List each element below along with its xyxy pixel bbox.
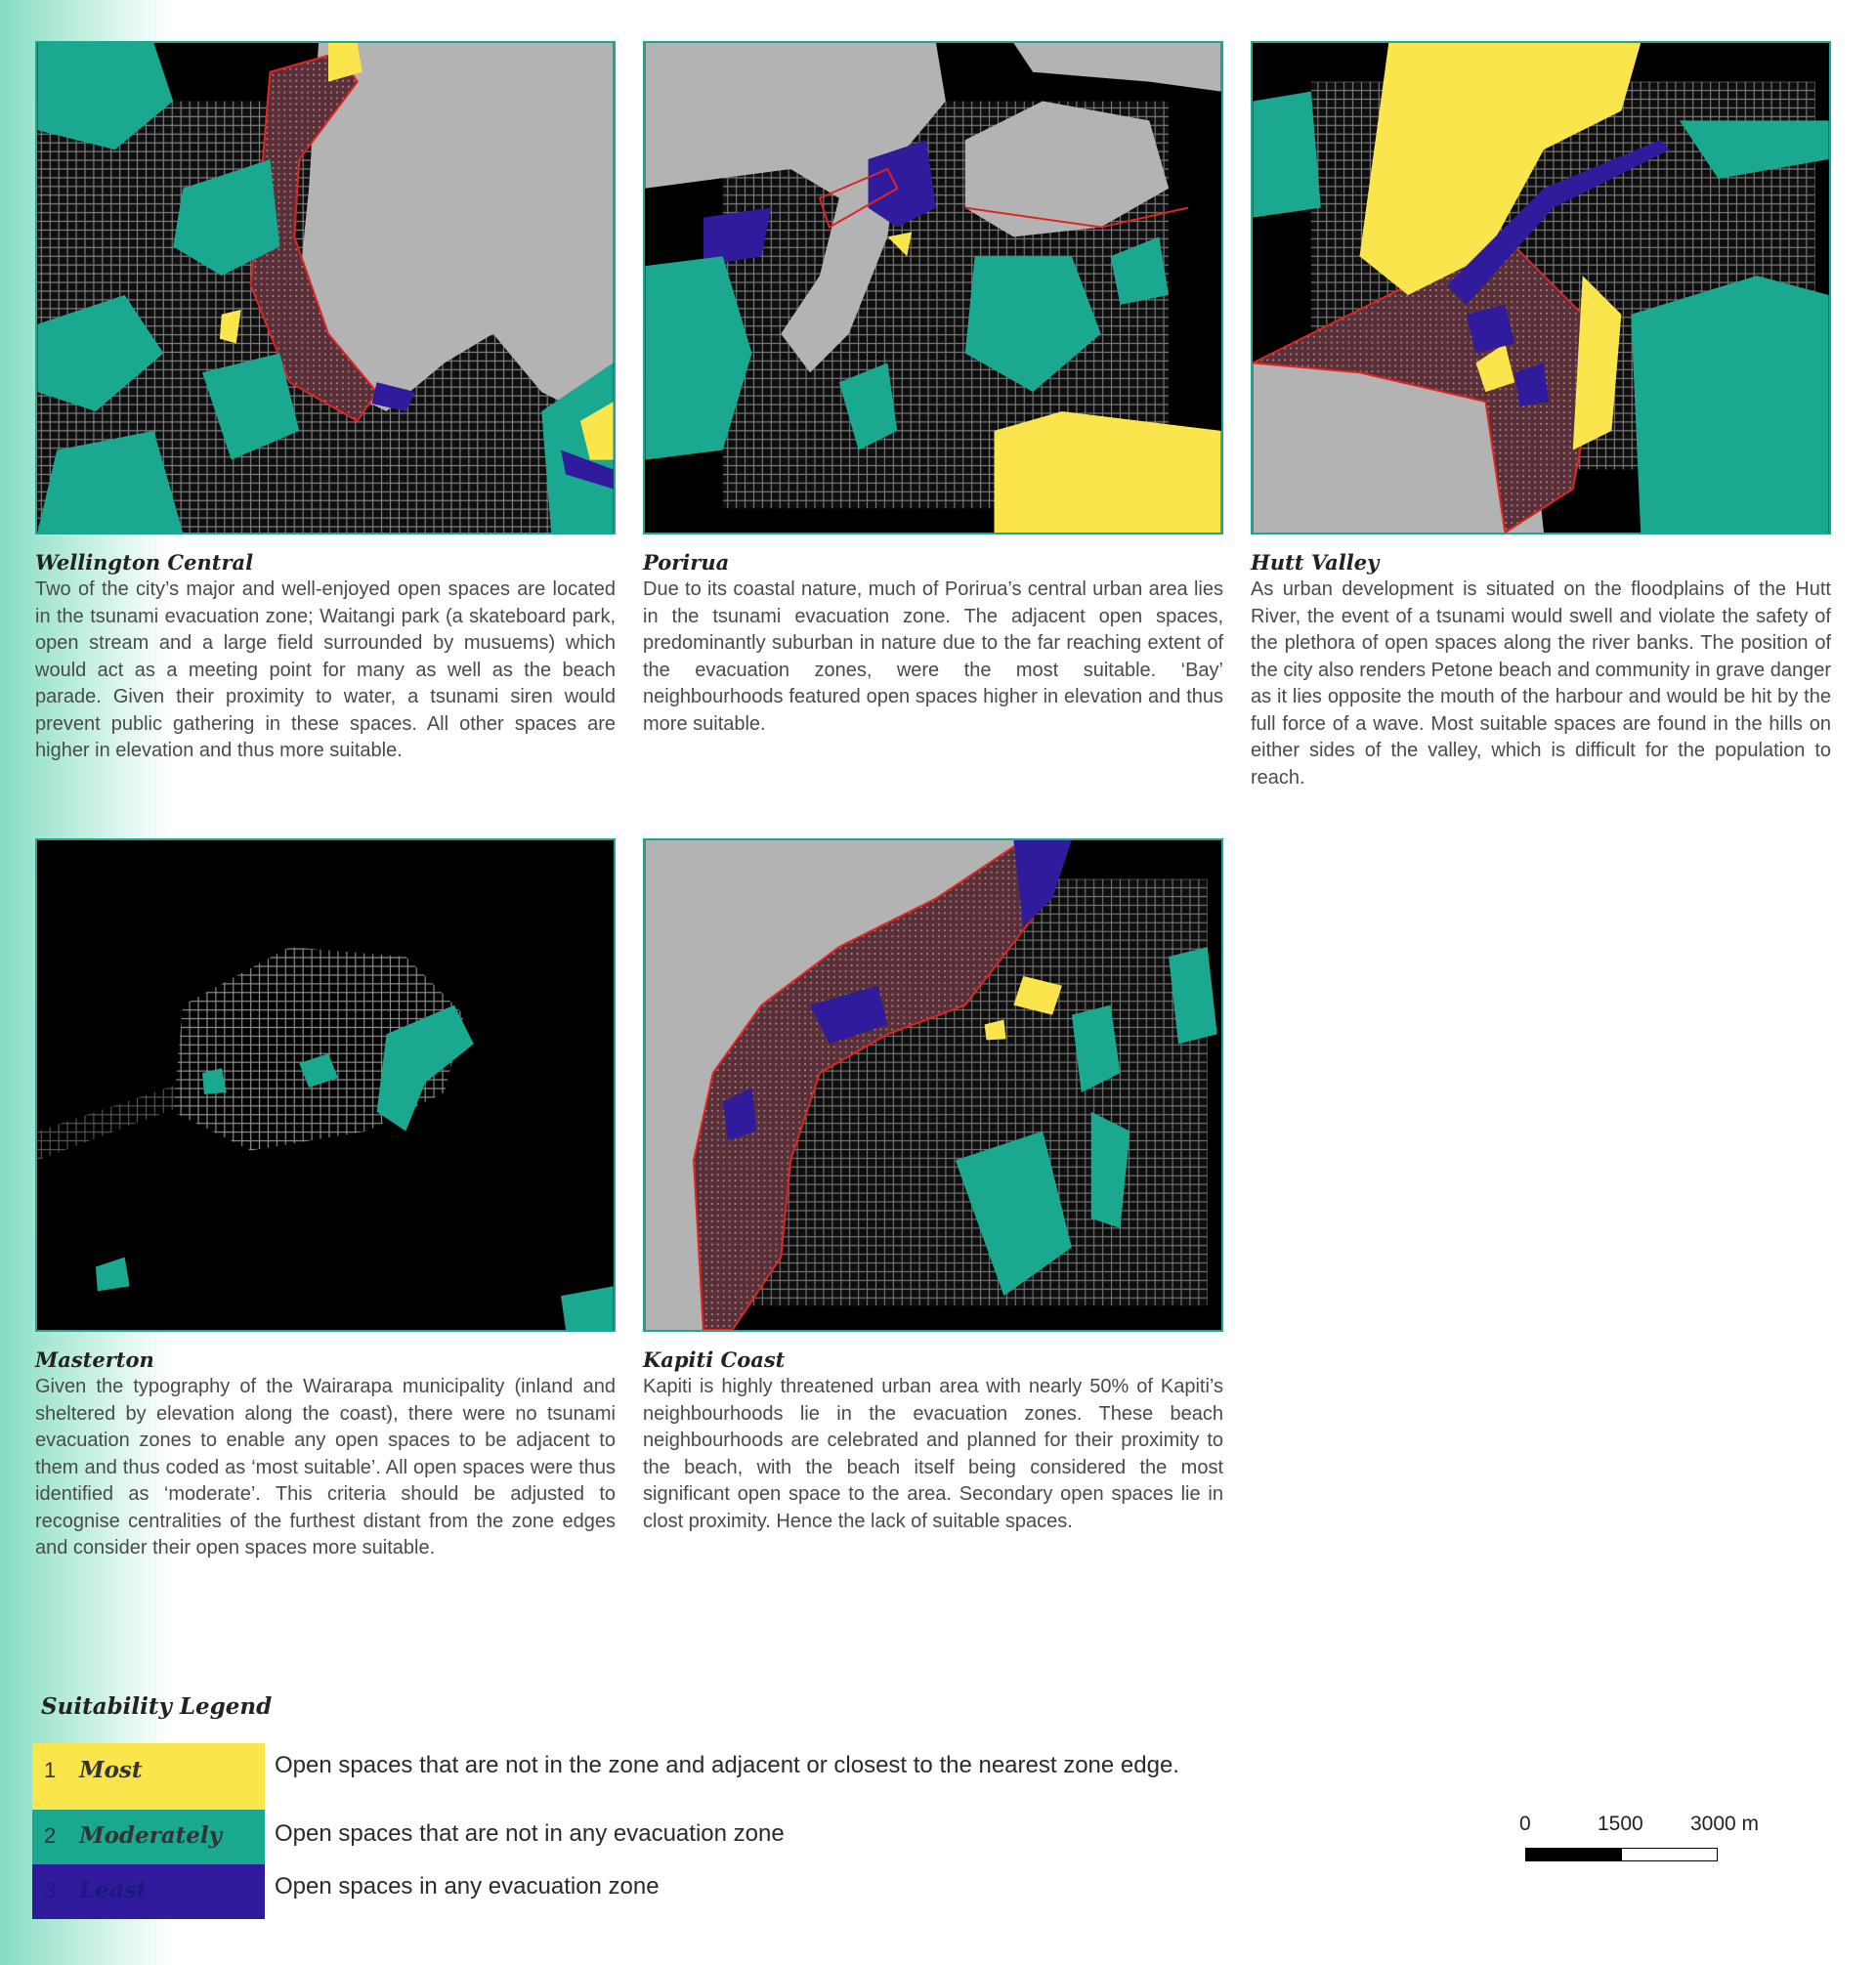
legend-label-most: Most bbox=[79, 1757, 143, 1783]
scale-bar bbox=[1519, 1813, 1773, 1871]
scale-label-0: 0 bbox=[1519, 1813, 1531, 1835]
map-description-kapiti-coast: Kapiti is highly threatened urban area with nearly 50% of Kapiti’s neighbourhoods lie in the evacuation zones. These beach neighbourhoods are celebrated and planned for their proximity to the beach, with the beach itself being considered the most significant open space to the area. Secondary open spaces lie in clost proximity. Hence the lack of suitable spaces. bbox=[643, 1376, 1223, 1532]
map-wellington bbox=[35, 41, 616, 534]
map-title-porirua: Porirua bbox=[643, 550, 730, 575]
map-porirua-graphic bbox=[645, 43, 1221, 533]
scale-label-1500: 1500 bbox=[1598, 1813, 1643, 1835]
legend-label-least: Least bbox=[79, 1877, 148, 1903]
map-hutt-valley bbox=[1251, 41, 1831, 534]
legend-label-moderately: Moderately bbox=[79, 1822, 223, 1849]
map-title-kapiti-coast: Kapiti Coast bbox=[643, 1347, 786, 1372]
map-description-hutt-valley: As urban development is situated on the floodplains of the Hutt River, the event of a tsunami would swell and violate the safety of the plethora of open spaces along the river banks. The position of the city also renders Petone beach and community in grave danger as it lies opposite the mouth of the harbour and would be hit by the full force of a wave. Most suitable spaces are found in the hills on either sides of the valley, which is difficult for the population to reach. bbox=[1251, 578, 1831, 789]
legend-desc-least: Open spaces in any evacuation zone bbox=[275, 1873, 660, 1900]
scale-bar-black-segment bbox=[1525, 1848, 1623, 1861]
map-title-wellington: Wellington Central bbox=[35, 550, 254, 575]
legend-num-least: 3 bbox=[44, 1878, 57, 1902]
map-kapiti-coast bbox=[643, 838, 1223, 1332]
legend-desc-most: Open spaces that are not in the zone and adjacent or closest to the nearest zone edge. bbox=[275, 1752, 1179, 1778]
map-wellington-graphic bbox=[37, 43, 614, 533]
map-description-wellington: Two of the city’s major and well-enjoyed open spaces are located in the tsunami evacuation zone; Waitangi park (a skateboard park, open stream and a large field surrounded by musuems) which would act as a meeting point for many as well as the beach parade. Given their proximity to water, a tsunami siren would prevent public gathering in these spaces. All other spaces are higher in elevation and thus more suitable. bbox=[35, 578, 616, 761]
legend-item-least bbox=[32, 1864, 1234, 1919]
legend-swatch-moderately bbox=[32, 1810, 265, 1864]
map-panel-kapiti-coast bbox=[643, 838, 1223, 1535]
legend-swatch-least bbox=[32, 1864, 265, 1919]
legend-swatch-most bbox=[32, 1743, 265, 1810]
legend-item-most bbox=[32, 1743, 1234, 1810]
map-panel-hutt-valley bbox=[1251, 41, 1831, 791]
scale-label-3000: 3000 m bbox=[1690, 1813, 1760, 1835]
map-title-hutt-valley: Hutt Valley bbox=[1251, 550, 1380, 575]
scale-bar-white-segment bbox=[1621, 1848, 1718, 1861]
map-description-masterton: Given the typography of the Wairarapa municipality (inland and sheltered by elevation along the coast), there were no tsunami evacuation zones to enable any open spaces to be adjacent to them and thus coded as ‘most suitable’. All open spaces were thus identified as ‘moderate’. This criteria should be adjusted to recognise centralities of the furthest distant from the zone edges and consider their open spaces more suitable. bbox=[35, 1376, 616, 1559]
map-panel-wellington bbox=[35, 41, 616, 765]
map-masterton bbox=[35, 838, 616, 1332]
map-description-porirua: Due to its coastal nature, much of Porirua’s central urban area lies in the tsunami evacuation zone. The adjacent open spaces, predominantly suburban in nature due to the far reaching extent of the evacuation zones, were the most suitable. ‘Bay’ neighbourhoods featured open spaces higher in elevation and thus more suitable. bbox=[643, 578, 1223, 735]
map-title-masterton: Masterton bbox=[35, 1347, 154, 1372]
legend-item-moderately bbox=[32, 1810, 1234, 1864]
map-kapiti-coast-graphic bbox=[645, 840, 1221, 1330]
map-panel-masterton bbox=[35, 838, 616, 1562]
map-porirua bbox=[643, 41, 1223, 534]
legend-desc-moderately: Open spaces that are not in any evacuation zone bbox=[275, 1820, 785, 1847]
map-hutt-valley-graphic bbox=[1253, 43, 1829, 533]
map-panel-porirua bbox=[643, 41, 1223, 738]
legend-title: Suitability Legend bbox=[41, 1693, 273, 1720]
legend-num-moderately: 2 bbox=[44, 1823, 57, 1848]
map-masterton-graphic bbox=[37, 840, 614, 1330]
legend-num-most: 1 bbox=[44, 1758, 57, 1782]
